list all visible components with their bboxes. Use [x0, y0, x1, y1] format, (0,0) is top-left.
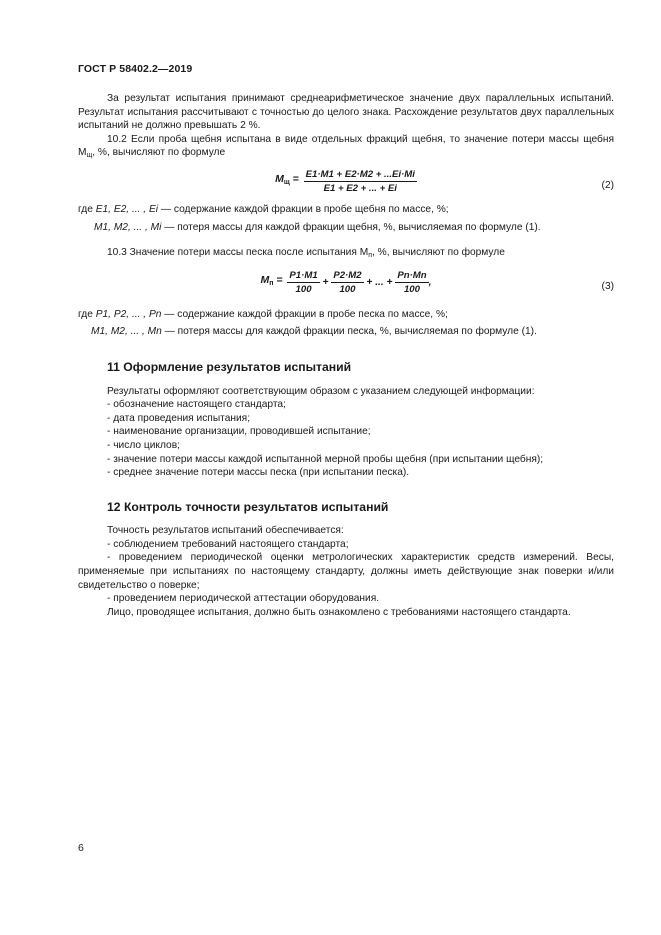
- formula-3-number: (3): [601, 280, 614, 292]
- formula-3-lhs-sub: п: [269, 279, 274, 287]
- formula-3-tail: ,: [428, 276, 432, 288]
- where-2-label: где: [78, 203, 93, 215]
- formula-3-term-n-num: Pn·Mn: [397, 269, 427, 281]
- section-12-title: 12 Контроль точности результатов испытаний: [107, 499, 389, 514]
- section-11-lead: Результаты оформляют соответствующим образом с указанием следующей информации:: [107, 385, 535, 397]
- formula-3-term-2-den: 100: [339, 283, 356, 295]
- formula-3-term-2: [331, 270, 363, 295]
- formula-2-lhs-var: M: [275, 173, 284, 186]
- where-2-desc-e: — содержание каждой фракции в пробе щебня по массе, %;: [160, 203, 449, 215]
- formula-3-term-1: [287, 270, 319, 295]
- formula-3-dots: + ... +: [366, 276, 393, 288]
- where-3-line-2: [78, 325, 614, 339]
- formula-2-numerator: E1·M1 + E2·M2 + ...Ei·Mi: [305, 168, 415, 180]
- section-11-item: - наименование организации, проводившей испытание;: [107, 426, 371, 438]
- section-12-body: [78, 524, 614, 619]
- formula-2-lhs: $M_щ$ =: [275, 173, 299, 187]
- formula-2: [78, 169, 614, 201]
- formula-2-body: [78, 169, 614, 194]
- section-11-item: - число циклов;: [107, 439, 180, 451]
- section-11-item: - дата проведения испытания;: [107, 412, 251, 424]
- where-2-vars-m: M1, M2, ... , Mi: [94, 221, 162, 233]
- section-11-item: - среднее значение потери массы песка (при испытании песка).: [107, 467, 410, 479]
- formula-3-term-n-den: 100: [403, 283, 420, 295]
- where-3-desc-p: — содержание каждой фракции в пробе песка по массе, %;: [164, 308, 448, 320]
- where-3-line-1: [78, 308, 614, 322]
- document-content: [78, 92, 614, 619]
- where-3-vars-p: P1, P2, ... , Pn: [95, 308, 162, 320]
- document-header: ГОСТ Р 58402.2—2019: [78, 63, 193, 75]
- formula-3-plus: +: [322, 276, 329, 288]
- where-2-desc-m: — потеря массы для каждой фракции щебня, %, вычисляемая по формуле (1).: [164, 221, 541, 233]
- formula-3-body: [78, 270, 614, 295]
- formula-3: [78, 270, 614, 302]
- clause-10-2-text-b: , %, вычисляют по формуле: [92, 147, 226, 159]
- formula-2-fraction: [304, 169, 417, 194]
- formula-3-term-n: [395, 270, 428, 295]
- where-2-vars-e: E1, E2, ... , Ei: [95, 203, 159, 215]
- clause-10-2-sub: щ: [86, 152, 93, 160]
- section-11-body: [78, 385, 614, 480]
- section-11-item: - значение потери массы каждой испытанной мерной пробы щебня (при испытании щебня);: [107, 453, 544, 465]
- section-12-item: - проведением периодической оценки метрологических характеристик средств измерений. Весы, применяемые при испытаниях по настоящему стандарту, должны иметь действующие знак поверки и/или свидетельство о поверке;: [78, 552, 614, 591]
- section-11-item: - обозначение настоящего стандарта;: [107, 399, 286, 411]
- clause-10-3-text-a: 10.3 Значение потери массы песка после испытания M: [107, 247, 369, 259]
- clause-10-3-sub: п: [368, 252, 372, 260]
- clause-10-3-text-b: , %, вычисляют по формуле: [372, 247, 505, 259]
- where-2-line-1: [78, 203, 614, 217]
- where-3-vars-m: M1, M2, ... , Mn: [91, 326, 162, 338]
- formula-3-term-2-num: P2·M2: [333, 269, 362, 281]
- section-11-title: 11 Оформление результатов испытаний: [107, 359, 352, 374]
- section-12-item: - соблюдением требований настоящего стандарта;: [107, 538, 349, 550]
- formula-3-term-1-den: 100: [295, 283, 312, 295]
- where-3-label: где: [78, 308, 93, 320]
- intro-paragraph: За результат испытания принимают среднеарифметическое значение двух параллельных испытаний. Результат испытания рассчитывают с точностью до целого знака. Расхождение результатов двух параллельных испытаний не должно превышать 2 %.: [78, 93, 614, 132]
- clause-10-2-text-a: 10.2 Если проба щебня испытана в виде отдельных фракций щебня, то значение потери массы щебня M: [78, 133, 614, 159]
- formula-2-number: (2): [601, 179, 614, 191]
- page-number: 6: [78, 842, 84, 854]
- section-12-item: - проведением периодической аттестации оборудования.: [107, 593, 380, 605]
- section-12-lead: Точность результатов испытаний обеспечивается:: [107, 525, 344, 537]
- clause-10-3: [78, 246, 614, 263]
- formula-3-term-1-num: P1·M1: [289, 269, 318, 281]
- formula-3-lhs-var: M: [260, 273, 270, 286]
- section-12-final: Лицо, проводящее испытания, должно быть ознакомлено с требованиями настоящего стандарта.: [107, 606, 571, 618]
- formula-3-lhs: $M_п$ =: [260, 273, 283, 287]
- formula-2-lhs-sub: щ: [283, 179, 290, 187]
- clause-10-2: [78, 133, 614, 163]
- where-2-line-2: [78, 221, 614, 235]
- where-3-desc-m: — потеря массы для каждой фракции песка, %, вычисляемая по формуле (1).: [164, 326, 537, 338]
- formula-2-denominator: E1 + E2 + ... + Ei: [323, 182, 397, 194]
